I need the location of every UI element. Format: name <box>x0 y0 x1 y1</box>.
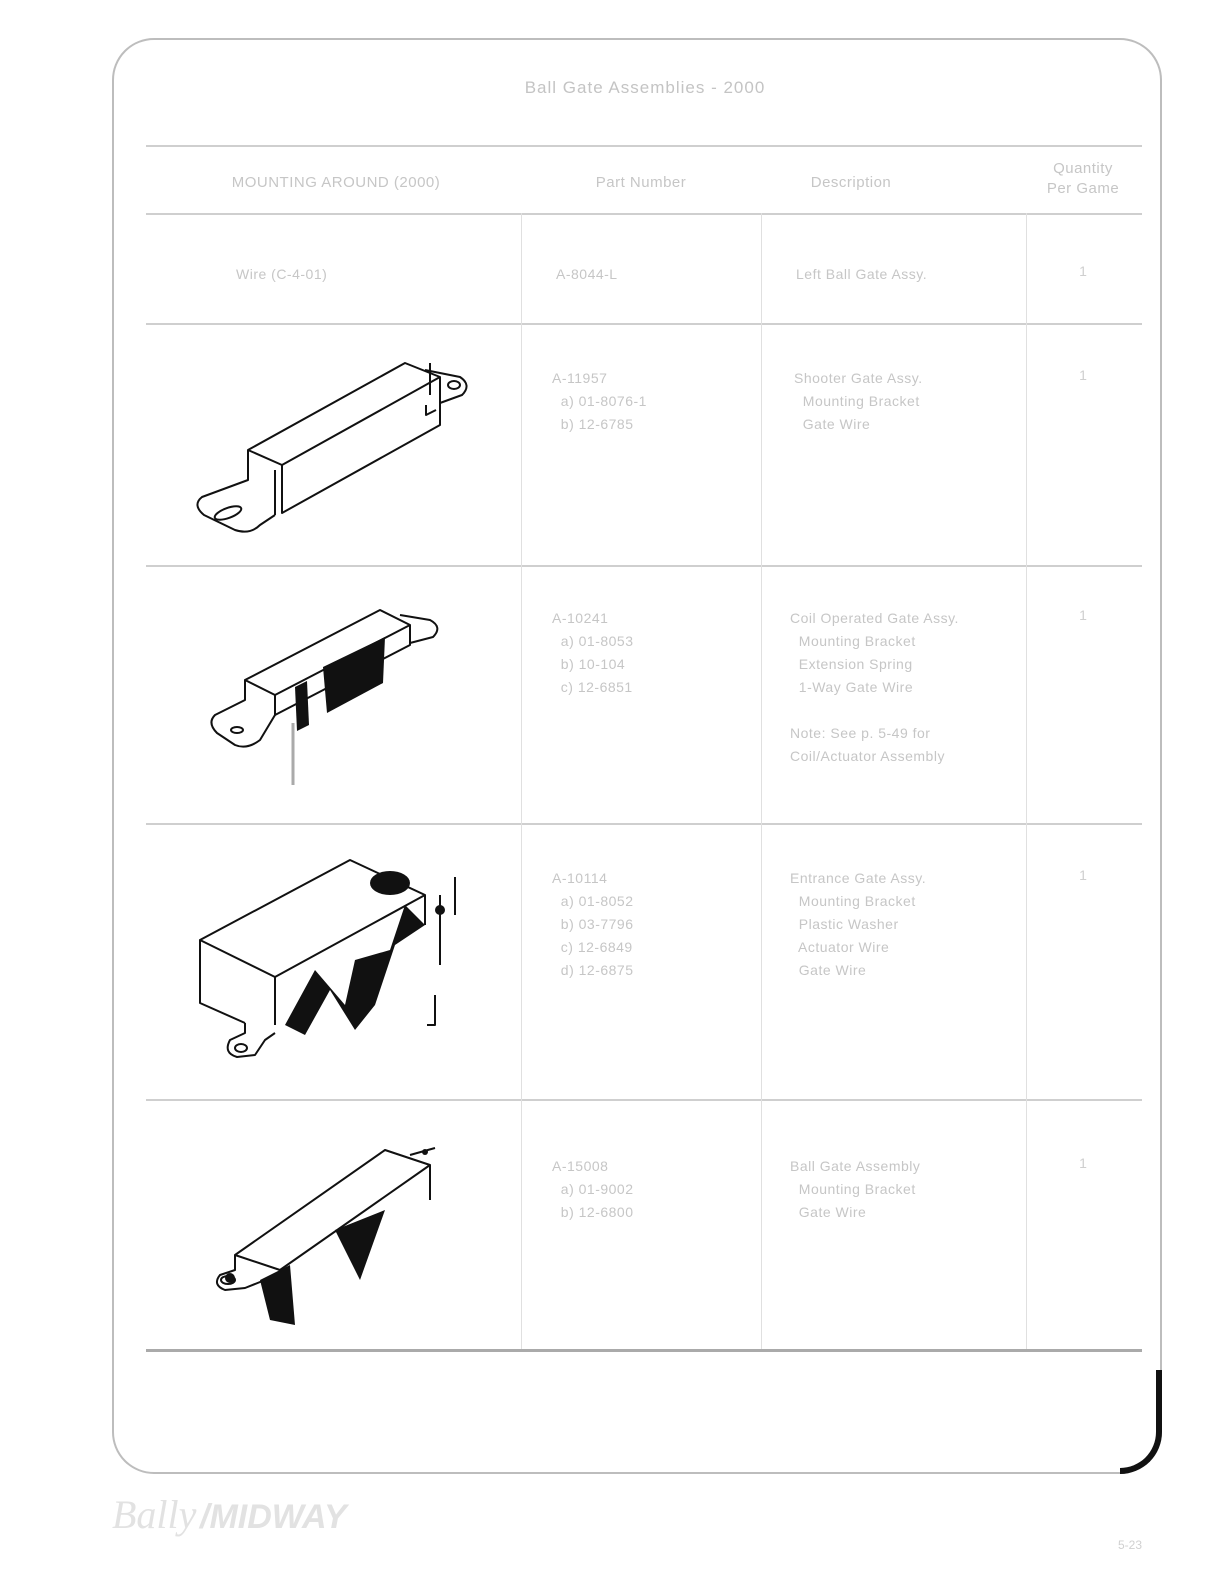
row-5-quantity: 1 <box>1079 1155 1087 1171</box>
row-4-description: Entrance Gate Assy. Mounting Bracket Plastic Washer Actuator Wire Gate Wire <box>790 870 927 978</box>
row-3-description: Coil Operated Gate Assy. Mounting Bracket Extension Spring 1-Way Gate Wire Note: See p. 5-49 for Coil/Actuator Assembly <box>790 610 959 764</box>
table-column-rule <box>521 213 522 1349</box>
header-mounting: MOUNTING AROUND (2000) <box>231 174 441 191</box>
coil-gate-illustration <box>205 605 455 790</box>
row-2-description: Shooter Gate Assy. Mounting Bracket Gate Wire <box>794 370 923 432</box>
table-column-rule <box>1026 213 1027 1349</box>
bally-midway-logo <box>112 1484 412 1540</box>
ball-gate-illustration <box>210 1140 450 1325</box>
row-2-quantity: 1 <box>1079 367 1087 383</box>
page-number: 5-23 <box>1118 1538 1143 1552</box>
svg-text:/MIDWAY: /MIDWAY <box>200 1498 347 1536</box>
table-rule <box>146 145 1142 147</box>
table-rule <box>146 213 1142 215</box>
row-1-mounting: Wire (C-4-01) <box>236 266 328 282</box>
table-rule <box>146 1099 1142 1101</box>
header-description: Description <box>810 174 892 191</box>
row-4-part-number: A-10114 a) 01-8052 b) 03-7796 c) 12-6849 d) 12-6875 <box>552 870 634 978</box>
table-rule <box>146 323 1142 325</box>
row-2-part-number: A-11957 a) 01-8076-1 b) 12-6785 <box>552 370 647 432</box>
row-5-part-number: A-15008 a) 01-9002 b) 12-6800 <box>552 1158 634 1220</box>
row-1-quantity: 1 <box>1079 263 1087 279</box>
header-part-number: Part Number <box>595 174 687 191</box>
shooter-gate-illustration <box>190 355 480 540</box>
page-title: Ball Gate Assemblies - 2000 <box>524 78 766 97</box>
row-1-part-number: A-8044-L <box>556 266 618 282</box>
header-quantity: Quantity Per Game <box>1046 160 1120 197</box>
row-3-part-number: A-10241 a) 01-8053 b) 10-104 c) 12-6851 <box>552 610 634 695</box>
svg-text:Bally: Bally <box>112 1492 197 1537</box>
table-rule <box>146 823 1142 825</box>
row-5-description: Ball Gate Assembly Mounting Bracket Gate Wire <box>790 1158 921 1220</box>
row-1-description: Left Ball Gate Assy. <box>796 266 928 282</box>
table-rule <box>146 1349 1142 1352</box>
table-column-rule <box>761 213 762 1349</box>
row-3-quantity: 1 <box>1079 607 1087 623</box>
entrance-gate-illustration <box>195 855 470 1070</box>
table-rule <box>146 565 1142 567</box>
page-frame-corner <box>1120 1370 1162 1474</box>
row-4-quantity: 1 <box>1079 867 1087 883</box>
